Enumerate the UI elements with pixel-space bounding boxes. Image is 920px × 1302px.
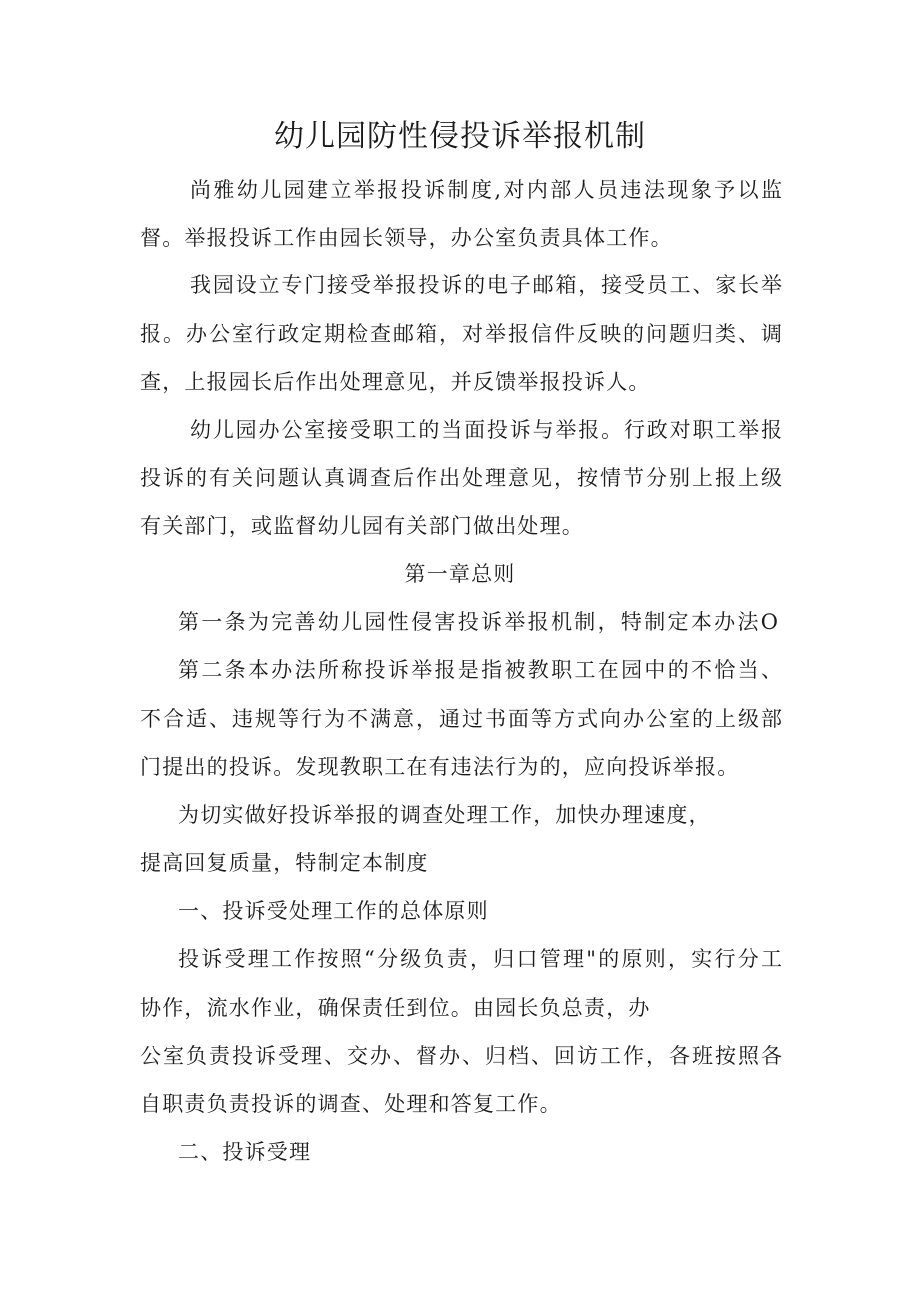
paragraph-line: 为切实做好投诉举报的调查处理工作，加快办理速度， xyxy=(178,803,711,827)
paragraph-line: 门提出的投诉。发现教职工在有违法行为的，应向投诉举报。 xyxy=(140,755,740,779)
paragraph-line: 尚雅幼儿园建立举报投诉制度,对内部人员违法现象予以监 xyxy=(190,178,782,202)
paragraph-line: 不合适、违规等行为不满意，通过书面等方式向办公室的上级部 xyxy=(140,707,782,731)
paragraph-line: 督。举报投诉工作由园长领导，办公室负责具体工作。 xyxy=(140,226,673,250)
paragraph-line: 幼儿园办公室接受职工的当面投诉与举报。行政对职工举报 xyxy=(190,418,782,442)
section-heading: 二、投诉受理 xyxy=(178,1140,312,1164)
paragraph-line: 公室负责投诉受理、交办、督办、归档、回访工作，各班按照各 xyxy=(140,1044,782,1068)
paragraph-line: 报。办公室行政定期检查邮箱，对举报信件反映的问题归类、调 xyxy=(140,322,782,346)
paragraph-line: 查，上报园长后作出处理意见，并反馈举报投诉人。 xyxy=(140,370,651,394)
paragraph-line: 有关部门，或监督幼儿园有关部门做出处理。 xyxy=(140,514,584,538)
paragraph-line: 我园设立专门接受举报投诉的电子邮箱，接受员工、家长举 xyxy=(190,273,782,297)
paragraph-line: 自职责负责投诉的调查、处理和答复工作。 xyxy=(140,1092,562,1116)
chapter-heading: 第一章总则 xyxy=(404,562,516,586)
paragraph-line: 投诉受理工作按照“分级负责，归口管理"的原则，实行分工 xyxy=(178,947,782,971)
paragraph-line: 投诉的有关问题认真调查后作出处理意见，按情节分别上报上级 xyxy=(140,466,782,490)
paragraph-line: 提高回复质量，特制定本制度 xyxy=(140,851,429,875)
section-heading: 一、投诉受处理工作的总体原则 xyxy=(178,899,489,923)
article-line: 第二条本办法所称投诉举报是指被教职工在园中的不恰当、 xyxy=(178,658,782,682)
document-title: 幼儿园防性侵投诉举报机制 xyxy=(274,119,646,154)
paragraph-line: 协作，流水作业，确保责任到位。由园长负总责，办 xyxy=(140,996,651,1020)
article-line: 第一条为完善幼儿园性侵害投诉举报机制，特制定本办法O xyxy=(178,610,778,634)
